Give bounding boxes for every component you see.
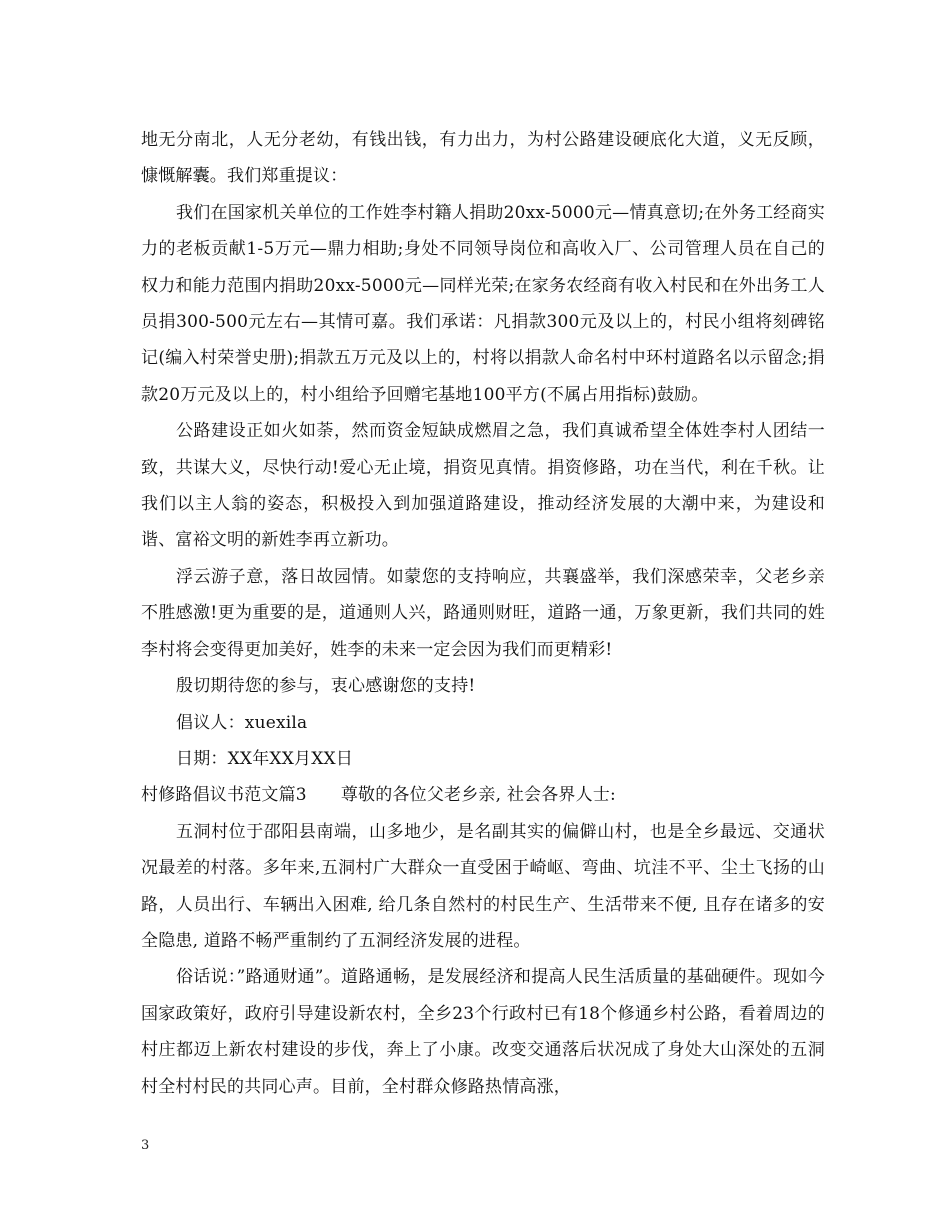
section-title: 村修路倡议书范文篇3: [141, 785, 307, 806]
document-body: [141, 122, 825, 1105]
paragraph-3: 公路建设正如火如荼，然而资金短缺成燃眉之急，我们真诚希望全体姓李村人团结一致，共谋大义，尽快行动!爱心无止境，捐资见真情。捐资修路，功在当代，利在千秋。让我们以主人翁的姿态，积极投入到加强道路建设，推动经济发展的大潮中来，为建设和谐、富裕文明的新姓李再立新功。: [141, 421, 825, 551]
section-heading: [141, 777, 825, 813]
paragraph-5: 殷切期待您的参与，衷心感谢您的支持!: [176, 676, 476, 697]
paragraph-9: 俗话说：”路通财通”。道路通畅，是发展经济和提高人民生活质量的基础硬件。现如今国家政策好，政府引导建设新农村，全乡23个行政村已有18个修通乡村公路，看着周边的村庄都迈上新农村建设的步伐，奔上了小康。改变交通落后状况成了身处大山深处的五洞村全村村民的共同心声。目前，全村群众修路热情高涨，: [141, 967, 825, 1097]
paragraph-2: 我们在国家机关单位的工作姓李村籍人捐助20xx-5000元—情真意切;在外务工经商实力的老板贡献1-5万元—鼎力相助;身处不同领导岗位和高收入厂、公司管理人员在自己的权力和能力范围内捐助20xx-5000元—同样光荣;在家务农经商有收入村民和在外出务工人员捐300-500元左右—其情可嘉。我们承诺：凡捐款300元及以上的，村民小组将刻碑铭记(编入村荣誉史册);捐款五万元及以上的，村将以捐款人命名村中环村道路名以示留念;捐款20万元及以上的，村小组给予回赠宅基地100平方(不属占用指标)鼓励。: [141, 202, 825, 405]
paragraph-4: 浮云游子意，落日故园情。如蒙您的支持响应，共襄盛举，我们深感荣幸，父老乡亲不胜感激!更为重要的是，道通则人兴，路通则财旺，道路一通，万象更新，我们共同的姓李村将会变得更加美好，姓李的未来一定会因为我们而更精彩!: [141, 566, 825, 660]
salutation: 尊敬的各位父老乡亲, 社会各界人士:: [340, 785, 616, 806]
paragraph-1: 地无分南北，人无分老幼，有钱出钱，有力出力，为村公路建设硬底化大道，义无反顾，慷慨解囊。我们郑重提议：: [141, 130, 825, 187]
paragraph-8: 五洞村位于邵阳县南端，山多地少，是名副其实的偏僻山村，也是全乡最远、交通状况最差的村落。多年来,五洞村广大群众一直受困于崎岖、弯曲、坑洼不平、尘土飞扬的山路，人员出行、车辆出入困难, 给几条自然村的村民生产、生活带来不便, 且存在诸多的安全隐患, 道路不畅严重制约了五洞经济发展的进程。: [141, 821, 825, 951]
initiator-line: 倡议人：xuexila: [176, 712, 308, 733]
date-line: 日期：XX年XX月XX日: [176, 748, 354, 769]
page-number: 3: [141, 1138, 150, 1153]
